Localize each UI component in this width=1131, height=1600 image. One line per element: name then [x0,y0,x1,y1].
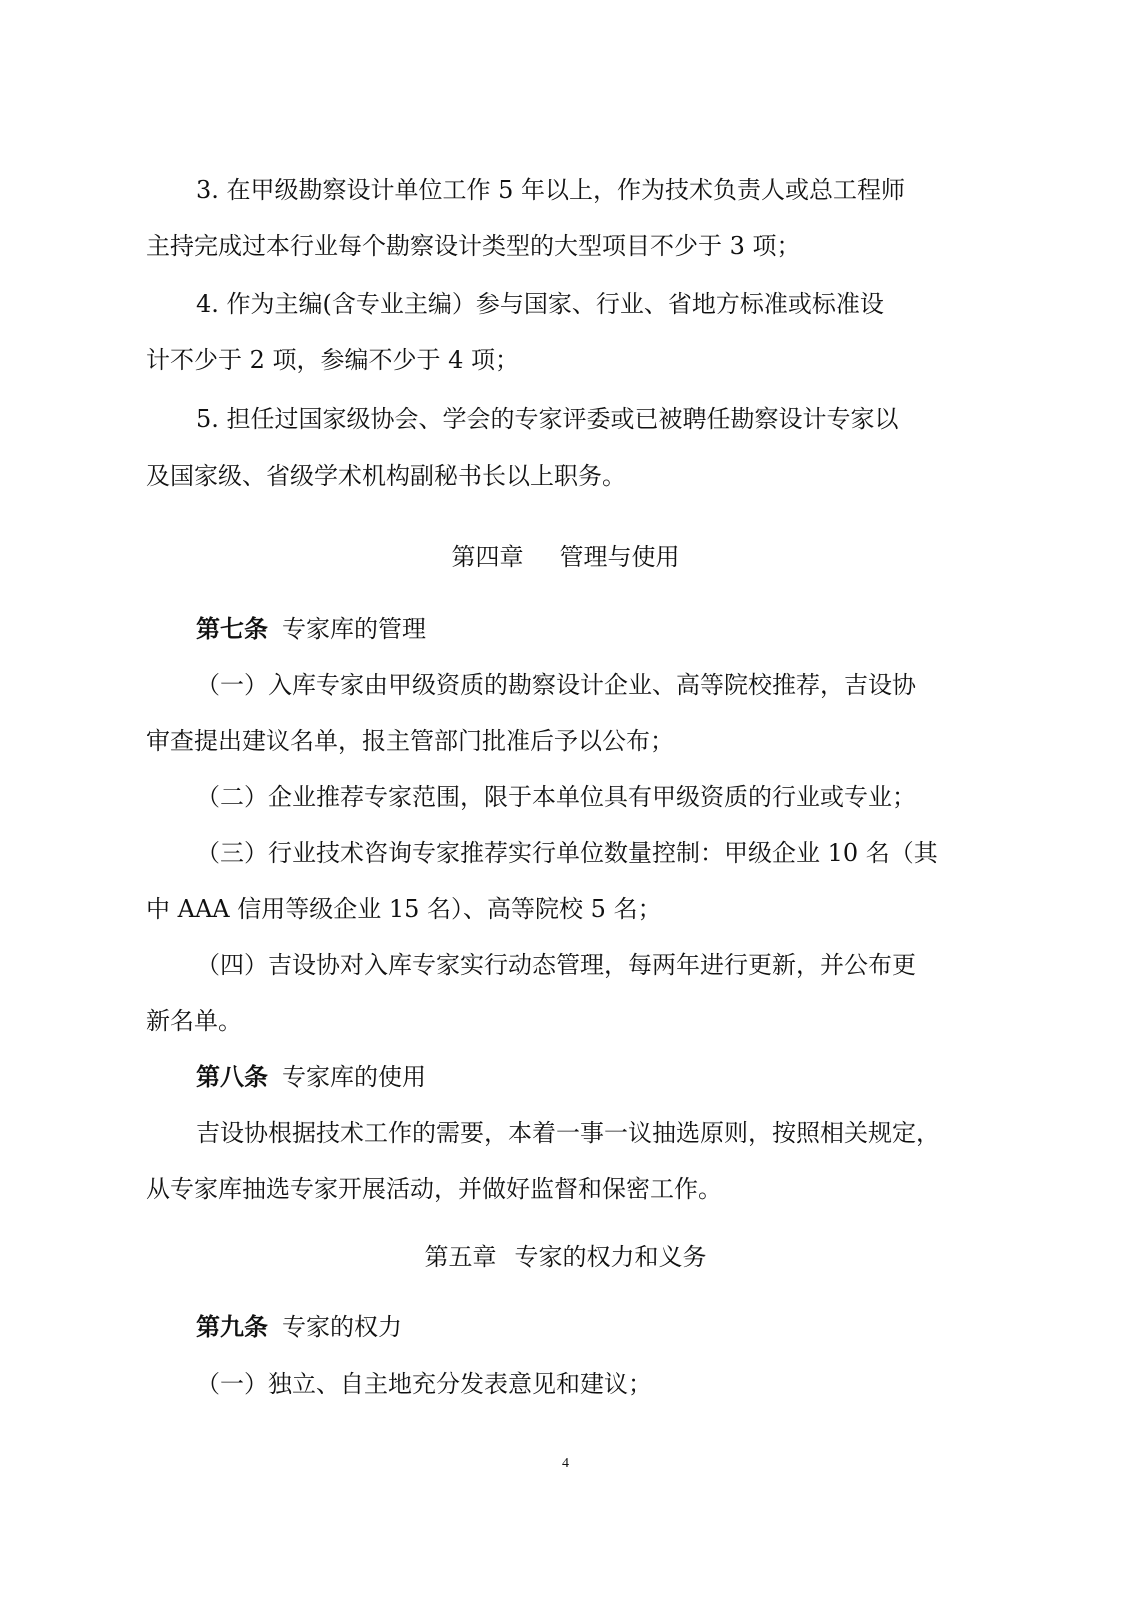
article-heading [196,612,426,646]
article-label: 第九条 [196,1313,268,1341]
list-item-line: （一）入库专家由甲级资质的勘察设计企业、高等院校推荐，吉设协 [196,671,916,699]
chapter-title: 管理与使用 [559,543,680,571]
list-item-line: （四）吉设协对入库专家实行动态管理，每两年进行更新，并公布更 [196,951,916,979]
list-item-line: 中 AAA 信用等级企业 15 名）、高等院校 5 名； [146,895,662,923]
paragraph-line: 吉设协根据技术工作的需要，本着一事一议抽选原则，按照相关规定， [196,1119,940,1147]
article-heading [196,1310,402,1344]
article-title: 专家库的管理 [282,615,426,643]
article-heading [196,1060,426,1094]
paragraph-line: 4. 作为主编(含专业主编）参与国家、行业、省地方标准或标准设 [196,290,884,318]
page-number: 4 [562,1456,569,1471]
chapter-heading [0,1240,1131,1274]
paragraph-line: 计不少于 2 项，参编不少于 4 项； [146,346,520,374]
article-label: 第八条 [196,1063,268,1091]
paragraph-line: 主持完成过本行业每个勘察设计类型的大型项目不少于 3 项； [146,232,801,260]
chapter-title: 专家的权力和义务 [514,1243,707,1271]
list-item-line: （一）独立、自主地充分发表意见和建议； [196,1370,652,1398]
list-item-line: 审查提出建议名单，报主管部门批准后予以公布； [146,727,674,755]
article-label: 第七条 [196,615,268,643]
list-item-line: （二）企业推荐专家范围，限于本单位具有甲级资质的行业或专业； [196,783,916,811]
article-title: 专家库的使用 [282,1063,426,1091]
paragraph-line: 3. 在甲级勘察设计单位工作 5 年以上，作为技术负责人或总工程师 [196,176,906,204]
list-item-line: 新名单。 [146,1007,242,1035]
paragraph-line: 从专家库抽选专家开展活动，并做好监督和保密工作。 [146,1175,722,1203]
list-item-line: （三）行业技术咨询专家推荐实行单位数量控制：甲级企业 10 名（其 [196,839,938,867]
chapter-number: 第五章 [424,1243,497,1271]
article-title: 专家的权力 [282,1313,402,1341]
chapter-number: 第四章 [451,543,524,571]
paragraph-line: 及国家级、省级学术机构副秘书长以上职务。 [146,462,626,490]
chapter-heading [0,540,1131,574]
paragraph-line: 5. 担任过国家级协会、学会的专家评委或已被聘任勘察设计专家以 [196,405,899,433]
